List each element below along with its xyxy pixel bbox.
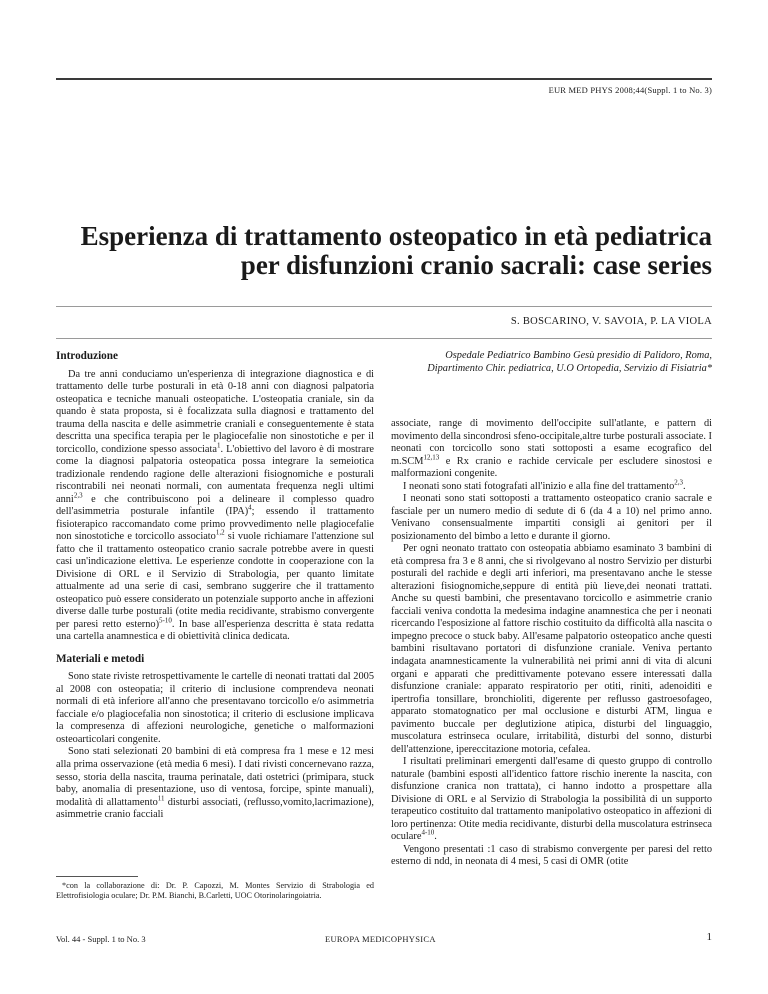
article-title: Esperienza di trattamento osteopatico in età pediatrica per disfunzioni cranio sacrali: case series: [80, 221, 712, 280]
paragraph: I neonati sono stati fotografati all'inizio e alla fine del trattamento$^{2,3}$.: [403, 478, 686, 492]
header-rule: [56, 78, 712, 80]
citation: 1,2: [215, 528, 225, 537]
paragraph: Sono state riviste retrospettivamente le cartelle di neonati trattati dal 2005 al 2008 con osteopatia; il criterio di inclusione comprendeva neonati normali di età inferiore all'anno che presentavano torcicollo e/o asimmetria facciale e/o plagiocefalia non sinostotica; il criterio di esclusione implicava la compresenza di affezioni neurologiche, genetiche o malformazioni osteoarticolari congenite.: [56, 671, 374, 745]
footnote-rule: [56, 876, 138, 877]
paragraph: I risultati preliminari emergenti dall'esame di questo gruppo di controllo naturale (bambini esposti all'identico fattore rischio inerente la nascita, con disfunzione cranica non trattata), ci hanno indotto a prospettare alla Divisione di ORL e al Servizio di Strabologia la possibilità di un supporto terapeutico costituito dal trattamento manipolativo osteopatico in affezioni di loro pertinenza: Otite media recidivante, disturbi della muscolatura estrinseca oculare$^{4-10}$.: [391, 756, 712, 843]
citation: 11: [157, 794, 165, 803]
citation: 4-10: [421, 828, 435, 837]
paragraph: associate, range di movimento dell'occipite sull'atlante, e pattern di movimento della sincondrosi sfeno-occipitale,altre turbe posturali associate. I neonati con torcicollo sono stati sottoposti a esame ecografico del m.SCM$^{12,13}$ e Rx cranio e rachide cervicale per escludere sinostosi e malformazioni congenite.: [391, 418, 712, 480]
citation: 1: [216, 441, 221, 450]
right-column: [391, 350, 712, 869]
paragraph: I neonati sono stati sottoposti a trattamento osteopatico cranio sacrale e fasciale per un numero medio di sedute di 6 (da 4 a 10) nel primo anno. Venivano consensualmente impartiti consigli ai genitori per il posizionamento del bimbo a letto e durante il giorno.: [391, 493, 712, 542]
paragraph: Sono stati selezionati 20 bambini di età compresa fra 1 mese e 12 mesi alla prima osservazione (età media 6 mesi). I dati rivisti concernevano razza, sesso, storia della nascita, trauma perinatale, dati ostetrici (primipara, stuck baby, anomalia di presentazione, uso di ventosa, forcipe, spinte manuali), modalità di allattamento$^{11}$ disturbi associati, (reflusso,vomito,lacrimazione), asimmetrie cranio facciali: [56, 746, 374, 821]
citation: 2,3: [674, 478, 684, 487]
section-heading-introduzione: Introduzione: [56, 350, 118, 362]
left-column: [56, 350, 374, 822]
citation: 2,3: [73, 491, 83, 500]
citation: 12,13: [423, 453, 440, 462]
citation: 4: [248, 503, 252, 512]
authors-divider: [56, 338, 712, 339]
paragraph: Da tre anni conduciamo un'esperienza di integrazione diagnostica e di trattamento delle turbe posturali in età 0-18 anni con diagnosi palpatoria osteopatica e tecniche manuali osteopatiche. L'osteopatia craniale, sin da quando è stata proposta, si è focalizzata sulla diagnosi e trattamento del trauma della nascita e delle asimmetrie craniali e conseguentemente è stata descritta una specifica terapia per le plagiocefalie non sinostotiche e per il torcicollo, condizione spesso associata$^1$. L'obiettivo del lavoro è di mostrare come la diagnosi palpatoria osteopatica possa integrare la semeiotica tradizionale rendendo ragione delle alterazioni fisiognomiche e posturali riscontrabili nei neonati normali, con aumentata frequenza negli ultimi anni$^{2,3}$ e che contribuiscono poi a delineare il complesso quadro dell'asimmetria posturale infantile (IPA)$^4$; essendo il trattamento fisioterapico raccomandato come primo provvedimento nelle plagiocefalie non sinostotiche e torcicollo associato$^{1,2}$ si vuole richiamare l'attenzione sul fatto che il trattamento osteopatico cranio sacrale potrebbe avere in questi casi un'indicazione elettiva. Le esperienze condotte in cooperazione con la Divisione di ORL e il Servizio di Strabologia, per quanto limitate attualmente ad una serie di casi, sembrano suggerire che il trattamento osteopatico può essere considerato un potenziale supporto anche in affezioni diverse dalle turbe posturali (otite media recidivante, strabismo convergente per paresi retto esterno)$^{5-10}$. In base all'esperienza descritta è stata redatta una cartella anamnestica e di obiettività clinica dedicata.: [56, 368, 375, 643]
title-divider: [56, 306, 712, 307]
page-number: 1: [706, 931, 712, 943]
author-list: S. BOSCARINO, V. SAVOIA, P. LA VIOLA: [510, 316, 712, 327]
section-heading-materiali-e-metodi: Materiali e metodi: [56, 652, 145, 665]
running-head: EUR MED PHYS 2008;44(Suppl. 1 to No. 3): [548, 85, 712, 95]
affiliation: Ospedale Pediatrico Bambino Gesù presidio di Palidoro, Roma, Dipartimento Chir. pediatrica, U.O Ortopedia, Servizio di Fisiatria*: [427, 350, 712, 374]
paragraph: Vengono presentati :1 caso di strabismo convergente per paresi del retto esterno di ndd, in neonata di 4 mesi, 5 casi di OMR (otite: [391, 843, 712, 868]
footer-journal: EUROPA MEDICOPHYSICA: [325, 934, 436, 944]
footer-volume: Vol. 44 - Suppl. 1 to No. 3: [56, 934, 146, 944]
citation: 5-10: [159, 616, 172, 625]
paragraph: Per ogni neonato trattato con osteopatia abbiamo esaminato 3 bambini di età compresa fra 3 e 8 anni, che si rivolgevano al nostro Servizio per disturbi posturali del rachide e degli arti inferiori, ma presentavano anche le stesse alterazioni fisiognomiche,seppure di entità più lieve,dei neonati trattati. Anche su questi bambini, che presentavano torcicollo e asimmetrie cranio facciali veniva condotta la medesima indagine anamnestica che per i neonati ricercando l'esposizione al fattore rischio costituito da difficoltà alla nascita o impegno precoce o stuck baby. All'esame palpatorio osteopatico anche questi bambini risultavano portatori di disfunzione craniale. Veniva pertanto indagata anamnesticamente la vulnerabilità nei primi anni di vita di alcuni organi e apparati che predittivamente potevano essere interessati dalla disfunzione craniale: apparato respiratorio per otiti, riniti, adenoiditi e ipertrofia tonsillare, bronchioliti, digerente per reflusso gastroesofageo, apparato stomatognatico per mal occlusione e disturbi ATM, lingua e pavimento buccale per deglutizione atipica, disturbi del linguaggio, muscolatura estrinseca oculare, irritabilità, disturbi del sonno, disturbi dell'attenzione, ipereccitazione motoria, cefalea.: [391, 543, 712, 755]
footnote: *con la collaborazione di: Dr. P. Capozzi, M. Montes Servizio di Strabologia ed Elettrofisiologia oculare; Dr. P.M. Bianchi, B.Carletti, UOC Otorinolaringoiatria.: [56, 881, 374, 900]
